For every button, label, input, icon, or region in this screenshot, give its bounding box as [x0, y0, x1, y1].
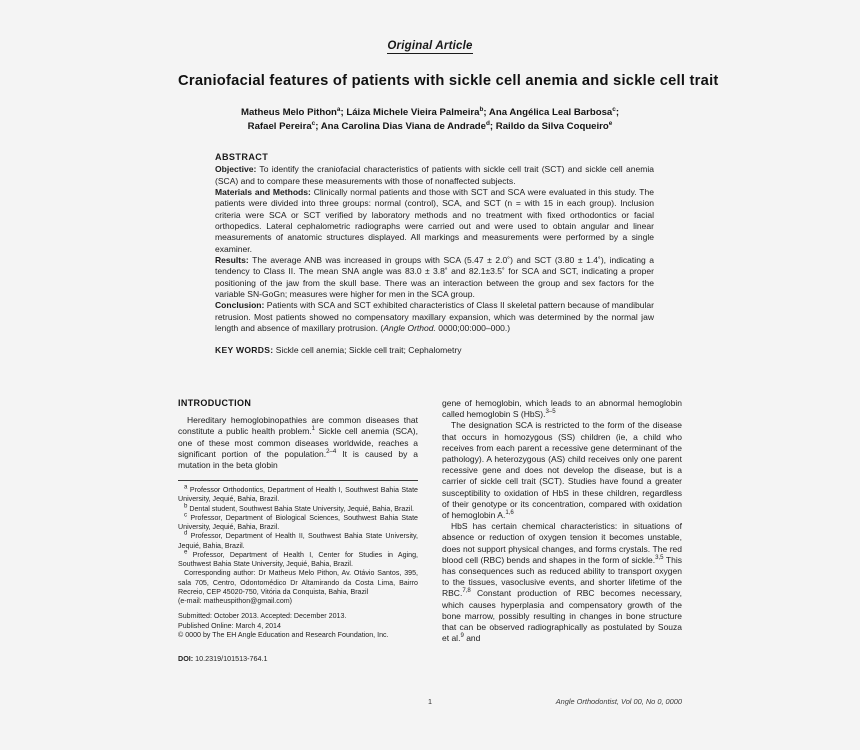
footnote-e-text: Professor, Department of Health I, Center for Studies in Aging, Southwest Bahia State University, Jequié, Bahia, Brazil.	[178, 550, 418, 569]
citation-ref-9: 9	[460, 632, 464, 640]
citation-ref-1: 1	[311, 425, 316, 433]
author-name-3: ; Ana Angélica Leal Barbosa	[483, 107, 613, 118]
abstract-citation-rest: 0000;00:000–000.)	[435, 323, 511, 334]
abstract-results	[215, 255, 654, 300]
keywords-label: KEY WORDS:	[215, 344, 274, 355]
author-affil-marker-3: c	[612, 105, 616, 113]
footnote-marker-c: c	[184, 511, 188, 519]
author-affil-marker-5: d	[486, 119, 490, 127]
abstract-objective	[215, 164, 654, 187]
footnote-marker-e: e	[184, 548, 188, 556]
doi-value[interactable]: 10.2319/101513-764.1	[193, 654, 268, 664]
author-name-5: ; Ana Carolina Dias Viana de Andrade	[315, 121, 486, 132]
abstract-objective-label: Objective:	[215, 164, 257, 175]
intro-paragraph-2	[442, 420, 682, 521]
author-affil-marker-4: c	[311, 119, 316, 127]
doi-label: DOI:	[178, 654, 194, 664]
intro-p1-cont-part1: gene of hemoglobin, which leads to an abnormal hemoglobin called hemoglobin S (HbS).	[442, 398, 682, 420]
doi-line	[178, 654, 418, 663]
corresponding-author: Corresponding author: Dr Matheus Melo Pithon, Av. Otávio Santos, 395, sala 705, Centro, Odontomédico Dr Altamirando da Costa Lima, Bairro Recreio, CEP 45020-750, Vitória da Conquista, Bahia, Brazil	[178, 569, 418, 596]
abstract-heading: ABSTRACT	[215, 152, 269, 162]
article-kicker	[178, 40, 682, 52]
intro-p3-part4: and	[463, 633, 481, 644]
author-name-4: Rafael Pereira	[247, 121, 312, 132]
intro-p1-part2: Sickle cell anemia (SCA), one of these most common diseases worldwide, reaches a significant portion of the population.	[178, 426, 418, 459]
footnotes-block	[178, 483, 418, 664]
intro-paragraph-1-continued	[442, 398, 682, 420]
citation-ref-3-5: 3–5	[545, 408, 556, 416]
column-left	[178, 398, 418, 663]
keywords-text: Sickle cell anemia; Sickle cell trait; Cephalometry	[273, 344, 462, 355]
footnote-a	[178, 483, 418, 505]
intro-p1-part3: It is caused by a mutation in the beta globin	[178, 448, 418, 471]
footnote-a-text: Professor Orthodontics, Department of Health I, Southwest Bahia State University, Jequié, Bahia, Brazil.	[178, 486, 418, 504]
author-affil-marker-1: a	[336, 105, 341, 113]
copyright-notice: © 0000 by The EH Angle Education and Research Foundation, Inc.	[178, 630, 389, 639]
footnote-d-text: Professor, Department of Health II, Southwest Bahia State University, Jequié, Bahia, Brazil.	[178, 532, 418, 550]
column-right	[442, 398, 682, 644]
footnote-b	[178, 502, 418, 514]
intro-p2-text: The designation SCA is restricted to the form of the disease that occurs in homozygous (SS) children (ie, a child who receives from each parent a recessive gene determinant of the pathology). A heterozygous (AS) child receives only one parent recessive gene and does not develop the disease, but is a carrier of sickle cell trait (SCT). Studies have found a greater susceptibility to oxidation of HbS in these children, regardless of their genotype or its concentration, compared with oxidation of hemoglobin A.	[442, 420, 682, 521]
abstract-results-label: Results:	[215, 255, 249, 266]
author-list	[178, 106, 682, 134]
intro-p3-part3: Constant production of RBC becomes necessary, which causes hyperplasia and compensatory growth of the bone marrow, possibly resulting in changes in bone structure that can be observed radiographically as postulated by Souza et al.	[442, 588, 682, 644]
author-affil-marker-6: e	[608, 119, 613, 127]
footnote-b-text: Dental student, Southwest Bahia State University, Jequié, Bahia, Brazil.	[187, 504, 414, 513]
intro-p3-part2: This has consequences such as reduced ability to transport oxygen to the tissues, vasoclusive events, and shorter lifetime of the RBC.	[442, 554, 682, 599]
abstract-conclusion	[215, 300, 654, 334]
publication-dates-block	[178, 612, 418, 640]
submitted-accepted-date: Submitted: October 2013. Accepted: December 2013.	[178, 612, 347, 621]
page-number: 1	[428, 697, 432, 706]
abstract-conclusion-text: Patients with SCA and SCT exhibited characteristics of Class II skeletal pattern because of mandibular retrusion. Most patients showed no compensatory maxillary expansion, which was determined by the normal jaw length and absence of maxillary protrusion. (	[215, 300, 654, 334]
section-heading-introduction: INTRODUCTION	[178, 398, 252, 408]
citation-ref-2-4: 2–4	[326, 447, 337, 455]
citation-ref-3-5-b: 3,5	[655, 554, 664, 562]
author-name-2: ; Láiza Michele Vieira Palmeira	[340, 107, 480, 118]
footnote-marker-b: b	[184, 502, 188, 510]
abstract-methods-label: Materials and Methods:	[215, 187, 311, 198]
page-content	[178, 0, 719, 750]
abstract-section	[215, 152, 654, 356]
intro-p1-part1: Hereditary hemoglobinopathies are common diseases that constitute a public health problem.	[178, 415, 418, 437]
abstract-citation-journal: Angle Orthod.	[383, 323, 436, 334]
keywords-line	[215, 345, 654, 356]
footnote-e	[178, 548, 418, 570]
author-name-6: ; Raildo da Silva Coqueiro	[489, 121, 609, 132]
intro-p3-part1: HbS has certain chemical characteristics: in situations of absence or reduction of oxygen tension it becomes unstable, does not support physical changes, and forms crystals. The red blood cell (RBC) bends and shapes in the form of sickle.	[442, 521, 682, 565]
abstract-methods	[215, 187, 654, 255]
footnote-marker-d: d	[184, 530, 188, 538]
page-title: Craniofacial features of patients with sickle cell anemia and sickle cell trait	[178, 73, 719, 89]
intro-paragraph-1	[178, 415, 418, 471]
footnote-marker-a: a	[184, 483, 188, 491]
footnote-c-text: Professor, Department of Biological Sciences, Southwest Bahia State University, Jequié, Bahia, Brazil.	[178, 513, 418, 532]
abstract-conclusion-label: Conclusion:	[215, 300, 265, 311]
author-affil-marker-2: b	[479, 105, 484, 113]
corresponding-email[interactable]: (e-mail: matheuspithon@gmail.com)	[178, 597, 293, 606]
journal-citation: Angle Orthodontist, Vol 00, No 0, 0000	[555, 697, 682, 706]
abstract-results-text: The average ANB was increased in groups with SCA (5.47 ± 2.0˚) and SCT (3.80 ± 1.4˚), indicating a tendency to Class II. The mean SNA angle was 83.0 ± 3.8˚ and 82.1±3.5˚ for SCA and SCT, indicating a proper positioning of the jaw from the skull base. There was an interaction between the group and sex factors for the variable SN-GoGn; measures were higher for men in the SCA group.	[215, 255, 654, 300]
body-columns	[178, 398, 682, 694]
abstract-methods-text: Clinically normal patients and those with SCT and SCA were evaluated in this study. The patients were divided into three groups: normal (control), SCA, and SCT (n = with 15 in each group). Inclusion criteria were SCA or SCT verified by laboratory methods and no treatment with fixed orthodontics or facial orthopedics. Lateral cephalometric radiographs were carried out and were used to obtain angular and linear measurements of anatomic structures displayed. All markings and measurements were performed by a single examiner.	[215, 187, 654, 254]
intro-paragraph-3	[442, 521, 682, 644]
citation-ref-1-6: 1,6	[505, 509, 514, 517]
abstract-objective-text: To identify the craniofacial characteristics of patients with sickle cell trait (SCT) and sickle cell anemia (SCA) and to compare these measurements with those of nonaffected subjects.	[215, 164, 654, 186]
author-separator-1: ;	[615, 107, 620, 118]
citation-ref-7-8: 7,8	[462, 587, 471, 595]
article-kicker-label: Original Article	[387, 40, 473, 52]
author-name-1: Matheus Melo Pithon	[240, 107, 337, 118]
footnote-c	[178, 511, 418, 533]
footnote-divider	[178, 480, 418, 481]
footnote-d	[178, 532, 418, 551]
published-online-date: Published Online: March 4, 2014	[178, 621, 281, 630]
